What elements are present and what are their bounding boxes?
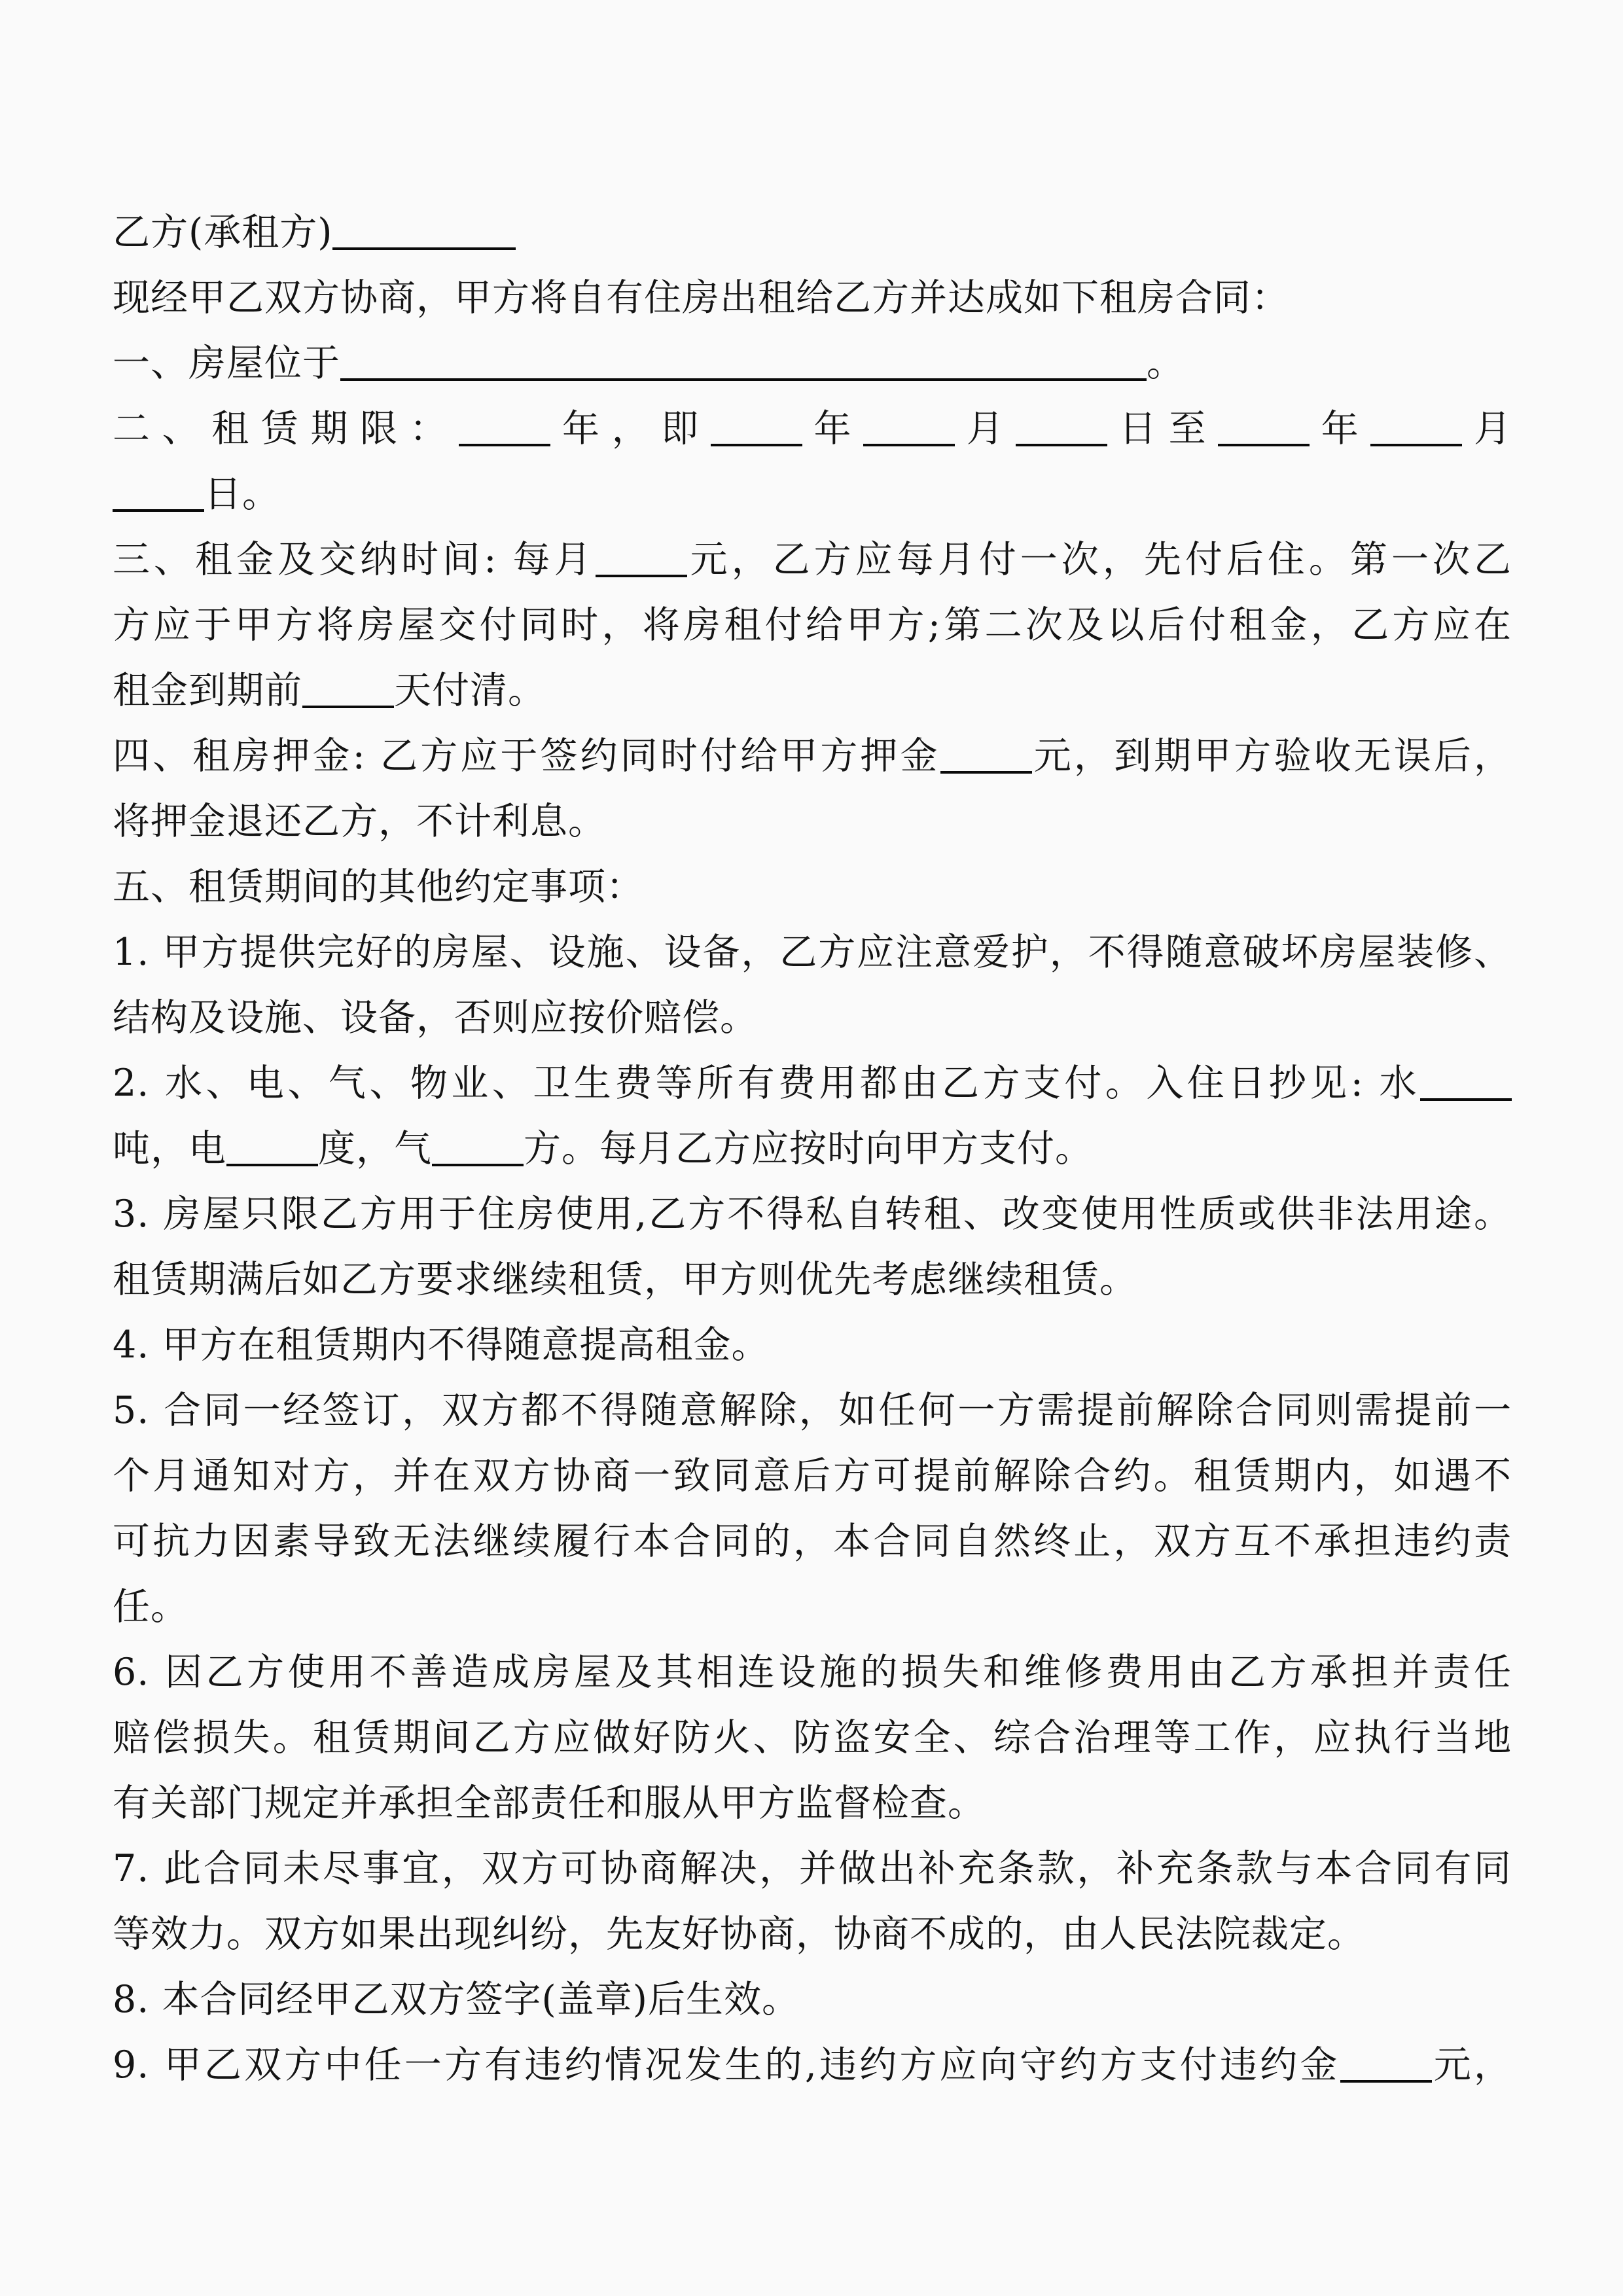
text-segment: 结构及设施、设备，否则应按价赔偿。 bbox=[113, 996, 758, 1039]
text-segment: 个月通知对方，并在双方协商一致同意后方可提前解除合约。租赁期内，如遇不 bbox=[113, 1454, 1512, 1498]
text-segment: 月 bbox=[1462, 407, 1512, 450]
contract-line bbox=[113, 1247, 1512, 1312]
contract-line bbox=[113, 1378, 1512, 1443]
text-segment: 五、租赁期间的其他约定事项： bbox=[113, 865, 644, 908]
text-segment: 四、租房押金: 乙方应于签约同时付给甲方押金 bbox=[113, 734, 940, 778]
contract-line bbox=[113, 1901, 1512, 1967]
text-segment: 等效力。双方如果出现纠纷，先友好协商，协商不成的，由人民法院裁定。 bbox=[113, 1912, 1365, 1956]
contract-line bbox=[113, 1770, 1512, 1836]
text-segment: 3. 房屋只限乙方用于住房使用,乙方不得私自转租、改变使用性质或供非法用途。 bbox=[113, 1193, 1512, 1236]
contract-line bbox=[113, 854, 1512, 920]
text-segment: 年 bbox=[802, 407, 864, 450]
contract-line bbox=[113, 265, 1512, 331]
contract-line bbox=[113, 331, 1512, 396]
text-segment: 年 bbox=[1310, 407, 1371, 450]
contract-line bbox=[113, 396, 1512, 461]
text-segment: 7. 此合同未尽事宜，双方可协商解决，并做出补充条款，补充条款与本合同有同 bbox=[113, 1847, 1512, 1890]
text-segment: 天付清。 bbox=[394, 669, 546, 712]
text-segment: 元，乙方应每月付一次，先付后住。第一次乙 bbox=[687, 538, 1512, 581]
text-segment: 有关部门规定并承担全部责任和服从甲方监督检查。 bbox=[113, 1782, 986, 1825]
fill-in-blank bbox=[332, 207, 516, 250]
fill-in-blank bbox=[302, 665, 394, 708]
contract-line bbox=[113, 1705, 1512, 1770]
text-segment: 元，到期甲方验收无误后， bbox=[1031, 734, 1512, 778]
contract-line bbox=[113, 1574, 1512, 1640]
text-segment: 日至 bbox=[1107, 407, 1219, 450]
fill-in-blank bbox=[1340, 2039, 1432, 2083]
contract-line bbox=[113, 985, 1512, 1050]
text-segment: 日。 bbox=[204, 473, 280, 516]
text-segment: 2. 水、电、气、物业、卫生费等所有费用都由乙方支付。入住日抄见: 水 bbox=[113, 1062, 1420, 1105]
fill-in-blank bbox=[226, 1123, 318, 1166]
fill-in-blank bbox=[863, 403, 955, 446]
text-segment: 乙方(承租方) bbox=[113, 211, 333, 254]
text-segment: 现经甲乙双方协商，甲方将自有住房出租给乙方并达成如下租房合同： bbox=[113, 276, 1289, 319]
text-segment: 度，气 bbox=[318, 1127, 432, 1170]
text-segment: 二、租赁期限： bbox=[113, 407, 459, 450]
contract-line bbox=[113, 527, 1512, 592]
text-segment: 6. 因乙方使用不善造成房屋及其相连设施的损失和维修费用由乙方承担并责任 bbox=[113, 1651, 1512, 1694]
fill-in-blank bbox=[940, 730, 1032, 774]
fill-in-blank bbox=[596, 534, 687, 577]
text-segment: 吨，电 bbox=[113, 1127, 226, 1170]
text-segment: 4. 甲方在租赁期内不得随意提高租金。 bbox=[113, 1323, 770, 1367]
contract-line bbox=[113, 723, 1512, 789]
text-segment: 一、房屋位于 bbox=[113, 342, 340, 385]
text-segment: 月 bbox=[955, 407, 1016, 450]
text-segment: 方应于甲方将房屋交付同时，将房租付给甲方;第二次及以后付租金，乙方应在 bbox=[113, 603, 1512, 647]
contract-line bbox=[113, 1181, 1512, 1247]
contract-line bbox=[113, 461, 1512, 527]
contract-line bbox=[113, 1116, 1512, 1181]
contract-line bbox=[113, 658, 1512, 723]
contract-line bbox=[113, 2032, 1512, 2098]
contract-line bbox=[113, 592, 1512, 658]
text-segment: 赔偿损失。租赁期间乙方应做好防火、防盗安全、综合治理等工作，应执行当地 bbox=[113, 1716, 1512, 1759]
contract-body bbox=[113, 200, 1512, 2098]
contract-line bbox=[113, 920, 1512, 985]
fill-in-blank bbox=[1218, 403, 1310, 446]
fill-in-blank bbox=[1016, 403, 1107, 446]
contract-line bbox=[113, 789, 1512, 854]
contract-line bbox=[113, 1443, 1512, 1509]
text-segment: 元， bbox=[1431, 2043, 1512, 2087]
text-segment: 租金到期前 bbox=[113, 669, 302, 712]
contract-line bbox=[113, 1509, 1512, 1574]
fill-in-blank bbox=[459, 403, 550, 446]
text-segment: 8. 本合同经甲乙双方签字(盖章)后生效。 bbox=[113, 1978, 800, 2021]
text-segment: 方。每月乙方应按时向甲方支付。 bbox=[524, 1127, 1093, 1170]
contract-line bbox=[113, 1967, 1512, 2032]
contract-line bbox=[113, 1836, 1512, 1901]
text-segment: 1. 甲方提供完好的房屋、设施、设备，乙方应注意爱护，不得随意破坏房屋装修、 bbox=[113, 931, 1512, 974]
text-segment: 租赁期满后如乙方要求继续租赁，甲方则优先考虑继续租赁。 bbox=[113, 1258, 1137, 1301]
text-segment: 年，即 bbox=[550, 407, 711, 450]
text-segment: 。 bbox=[1147, 342, 1185, 385]
contract-line bbox=[113, 1640, 1512, 1705]
fill-in-blank bbox=[340, 338, 1147, 381]
text-segment: 三、租金及交纳时间: 每月 bbox=[113, 538, 596, 581]
text-segment: 9. 甲乙双方中任一方有违约情况发生的,违约方应向守约方支付违约金 bbox=[113, 2043, 1340, 2087]
text-segment: 任。 bbox=[113, 1585, 188, 1628]
fill-in-blank bbox=[711, 403, 802, 446]
contract-line bbox=[113, 1050, 1512, 1116]
contract-line bbox=[113, 200, 1512, 265]
fill-in-blank bbox=[1420, 1058, 1512, 1101]
contract-line bbox=[113, 1312, 1512, 1378]
text-segment: 5. 合同一经签订，双方都不得随意解除，如任何一方需提前解除合同则需提前一 bbox=[113, 1389, 1512, 1432]
text-segment: 将押金退还乙方，不计利息。 bbox=[113, 800, 606, 843]
text-segment: 可抗力因素导致无法继续履行本合同的，本合同自然终止，双方互不承担违约责 bbox=[113, 1520, 1512, 1563]
fill-in-blank bbox=[113, 469, 204, 512]
fill-in-blank bbox=[1370, 403, 1462, 446]
fill-in-blank bbox=[432, 1123, 524, 1166]
